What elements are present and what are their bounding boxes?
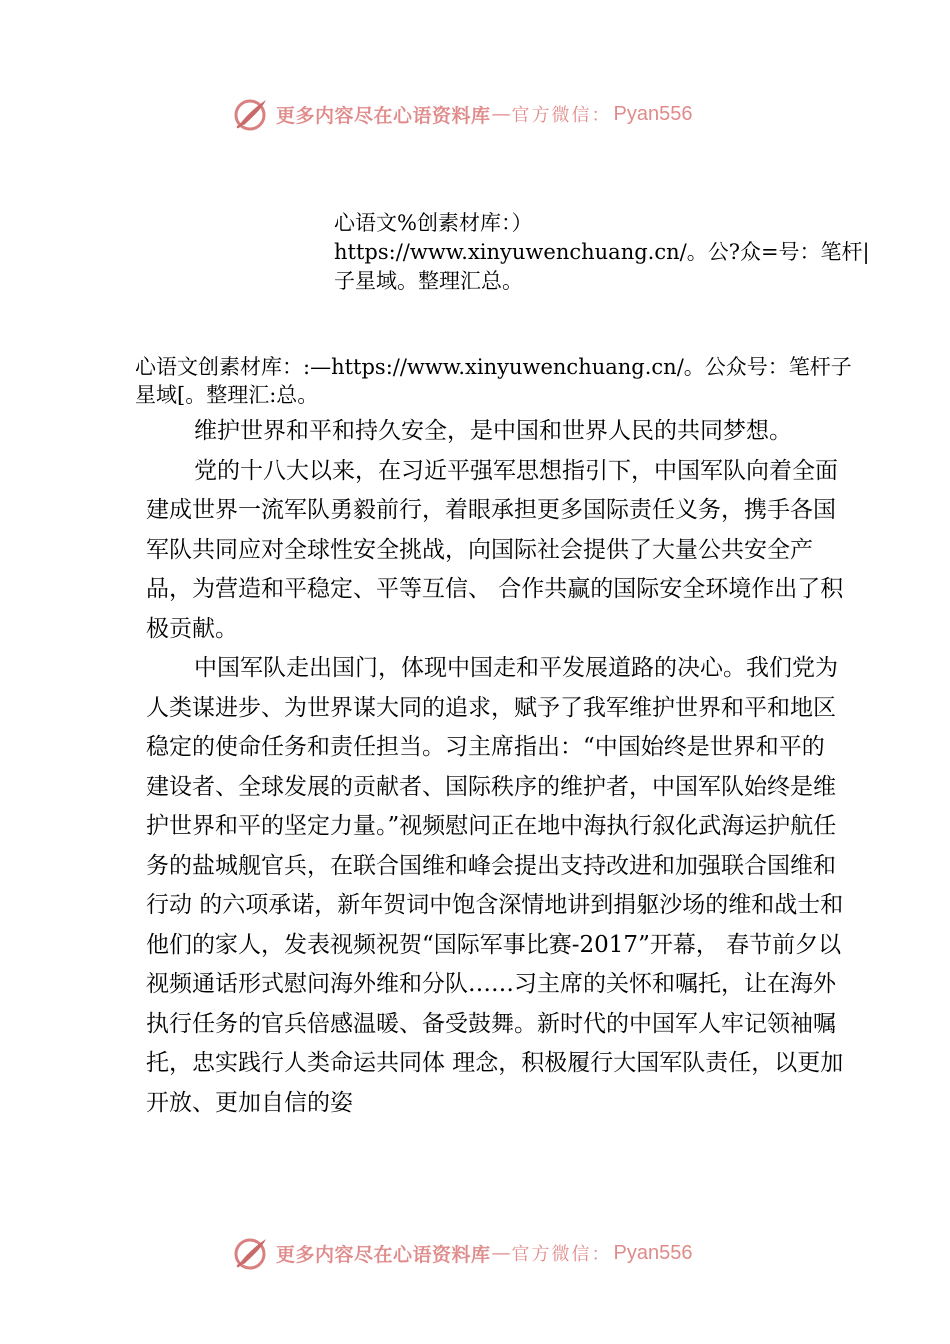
footer-wechat-id: Pyan556 — [613, 1241, 693, 1264]
footer-wechat-label: 官方微信： — [511, 1244, 612, 1265]
brush-pen-logo-icon — [232, 94, 272, 134]
footer-dash: — — [491, 1242, 511, 1264]
header-wechat-id: Pyan556 — [613, 102, 693, 125]
brush-pen-logo-icon — [232, 1233, 272, 1273]
header-banner — [232, 94, 692, 134]
header-tagline: 更多内容尽在心语资料库 — [276, 104, 491, 127]
paragraph: 维护世界和平和持久安全，是中国和世界人民的共同梦想。 — [194, 418, 792, 444]
source-note-1: 心语文%创素材库：）https://www.xinyuwenchuang.cn/。公?众=号：笔杆|子星域。整理汇总。 — [334, 211, 870, 293]
footer-banner — [232, 1233, 692, 1273]
footer-tagline: 更多内容尽在心语资料库 — [276, 1243, 491, 1266]
source-note-2: 心语文创素材库：:—https://www.xinyuwenchuang.cn/。公众号：笔杆子星域[。整理汇:总。 — [135, 355, 852, 407]
article-body — [146, 412, 846, 1123]
paragraph: 中国军队走出国门，体现中国走和平发展道路的决心。我们党为人类谋进步、为世界谋大同的追求，赋予了我军维护世界和平和地区稳定的使命任务和责任担当。习主席指出：“中国始终是世界和平的建设者、全球发展的贡献者、国际秩序的维护者，中国军队始终是维护世界和平的坚定力量。”视频慰问正在地中海执行叙化武海运护航任务的盐城舰官兵，在联合国维和峰会提出支持改进和加强联合国维和行动 的六项承诺，新年贺词中饱含深情地讲到捐躯沙场的维和战士和他们的家人，发表视频祝贺“国际军事比赛-2017”开幕， 春节前夕以视频通话形式慰问海外维和分队……习主席的关怀和嘱托，让在海外执行任务的官兵倍感温暖、备受鼓舞。新时代的中国军人牢记领袖嘱托，忠实践行人类命运共同体 理念，积极履行大国军队责任，以更加开放、更加自信的姿 — [146, 655, 844, 1116]
paragraph: 党的十八大以来，在习近平强军思想指引下，中国军队向着全面建成世界一流军队勇毅前行，着眼承担更多国际责任义务，携手各国军队共同应对全球性安全挑战，向国际社会提供了大量公共安全产品，为营造和平稳定、平等互信、 合作共赢的国际安全环境作出了积极贡献。 — [146, 457, 844, 642]
header-dash: — — [491, 103, 511, 125]
header-wechat-label: 官方微信： — [511, 105, 612, 126]
